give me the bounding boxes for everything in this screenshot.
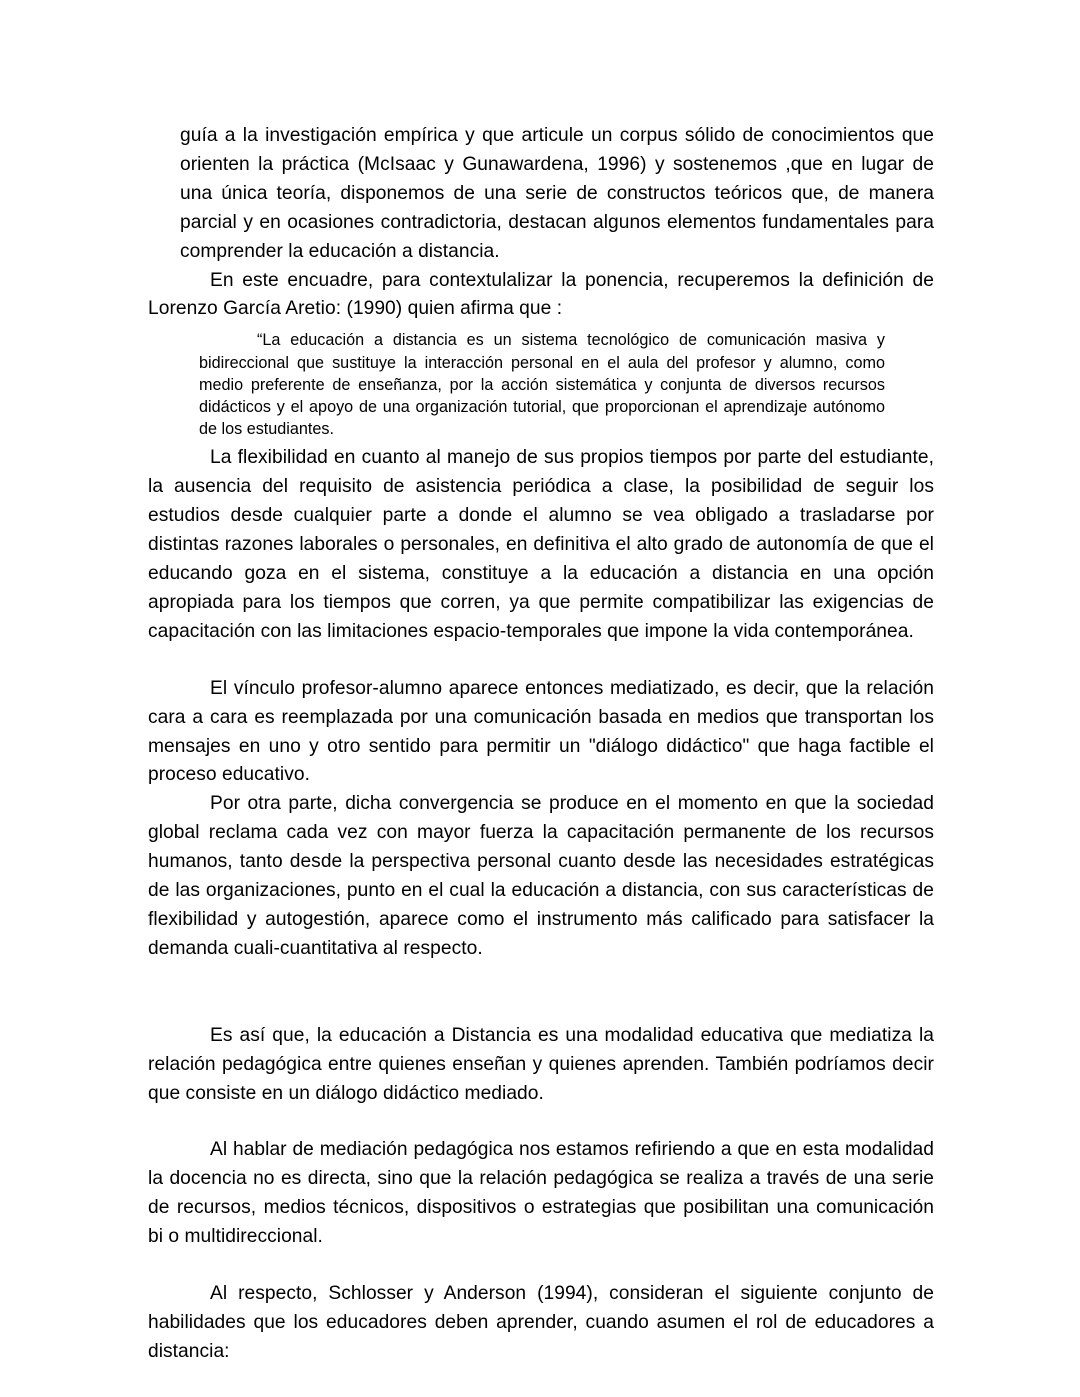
paragraph-convergencia: Por otra parte, dicha convergencia se produce en el momento en que la sociedad global reclama cada vez con mayor fuerza la capacitación permanente de los recursos humanos, tanto desde la perspectiva personal cuanto desde las necesidades estratégicas de las organizaciones, punto en el cual la educación a distancia, con sus características de flexibilidad y autogestión, aparece como el instrumento más calificado para satisfacer la demanda cuali-cuantitativa al respecto. — [148, 793, 934, 959]
paragraph-spacer-2 — [148, 964, 934, 1022]
paragraph-spacer-1 — [148, 647, 934, 675]
paragraph-spacer-3 — [148, 1108, 934, 1136]
paragraph-vinculo: El vínculo profesor-alumno aparece entonces mediatizado, es decir, que la relación cara a cara es reemplazada por una comunicación basada en medios que transportan los mensajes en uno y otro sentido para permitir un "diálogo didáctico" que haga factible el proceso educativo. — [148, 677, 934, 786]
document-text-column — [148, 122, 934, 1367]
paragraph-modalidad-educativa: Es así que, la educación a Distancia es una modalidad educativa que mediatiza la relación pedagógica entre quienes enseñan y quienes aprenden. También podríamos decir que consiste en un diálogo didáctico mediado. — [148, 1024, 934, 1104]
paragraph-spacer-4 — [148, 1252, 934, 1280]
paragraph-flexibilidad: La flexibilidad en cuanto al manejo de sus propios tiempos por parte del estudiante, la ausencia del requisito de asistencia periódica a clase, la posibilidad de seguir los estudios desde cualquier parte a donde el alumno se vea obligado a trasladarse por distintas razones laborales o personales, en definitiva el alto grado de autonomía de que el educando goza en el sistema, constituye a la educación a distancia en una opción apropiada para los tiempos que corren, ya que permite compatibilizar las exigencias de capacitación con las limitaciones espacio-temporales que impone la vida contemporánea. — [148, 447, 934, 642]
paragraph-schlosser-anderson: Al respecto, Schlosser y Anderson (1994), consideran el siguiente conjunto de habilidades que los educadores deben aprender, cuando asumen el rol de educadores a distancia: — [148, 1283, 934, 1362]
paragraph-continued-from-previous-page: guía a la investigación empírica y que articule un corpus sólido de conocimientos que orienten la práctica (McIsaac y Gunawardena, 1996) y sostenemos ,que en lugar de una única teoría, disponemos de una serie de constructos teóricos que, de manera parcial y en ocasiones contradictoria, destacan algunos elementos fundamentales para comprender la educación a distancia. — [180, 125, 934, 262]
blockquote-garcia-aretio: “La educación a distancia es un sistema tecnológico de comunicación masiva y bidireccional que sustituye la interacción personal en el aula del profesor y alumno, como medio preferente de enseñanza, por la acción sistemática y conjunta de diversos recursos didácticos y el apoyo de una organización tutorial, que proporcionan el aprendizaje autónomo de los estudiantes. — [199, 331, 885, 439]
paragraph-encuadre: En este encuadre, para contextulalizar la ponencia, recuperemos la definición de Lorenzo García Aretio: (1990) quien afirma que : — [148, 269, 934, 320]
paragraph-mediacion-pedagogica: Al hablar de mediación pedagógica nos estamos refiriendo a que en esta modalidad la docencia no es directa, sino que la relación pedagógica se realiza a través de una serie de recursos, medios técnicos, dispositivos o estrategias que posibilitan una comunicación bi o multidireccional. — [148, 1139, 934, 1248]
